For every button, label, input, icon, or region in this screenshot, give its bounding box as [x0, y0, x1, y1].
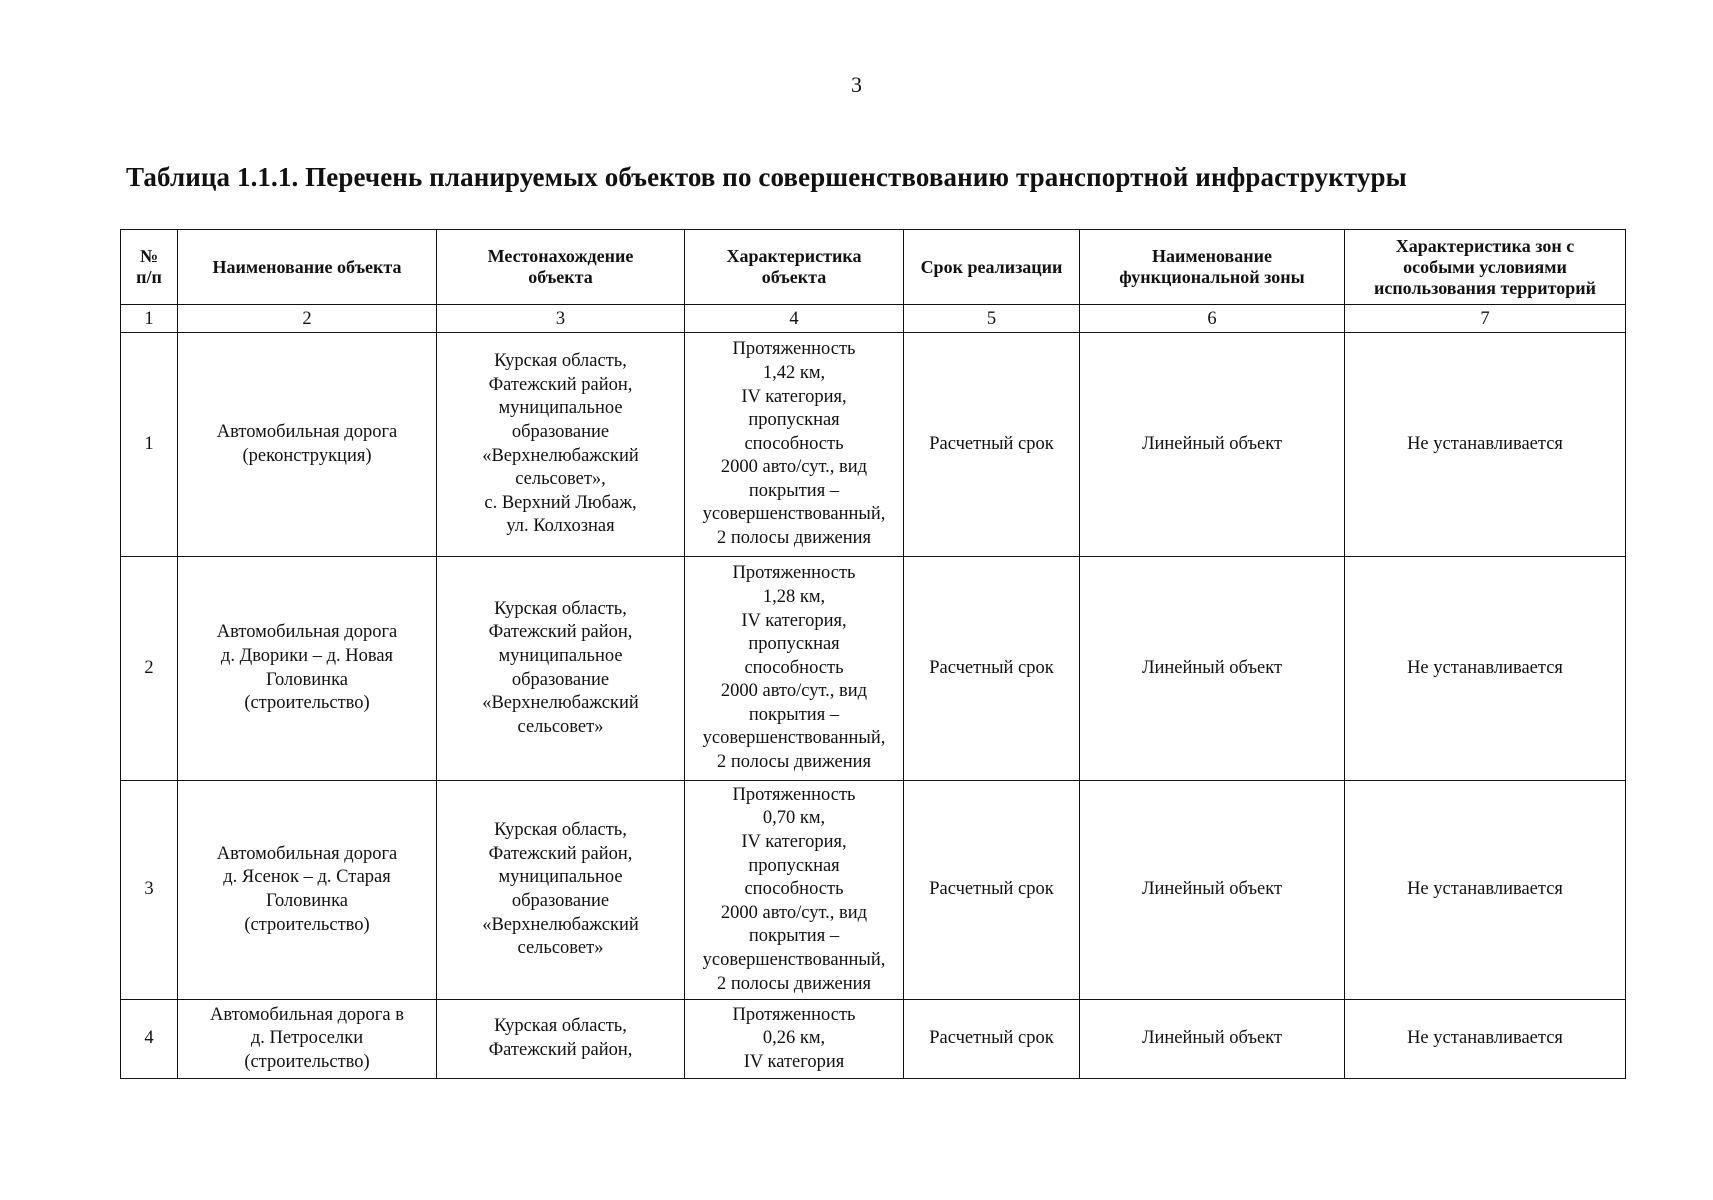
cell-line: Наименование объекта — [212, 256, 402, 277]
cell-line: образование — [511, 669, 610, 690]
objects-table — [120, 229, 1626, 1079]
cell-line: IV категория, — [741, 610, 847, 631]
cell-line: 0,70 км, — [762, 808, 826, 829]
implementation-term: Расчетный срок — [904, 781, 1080, 1000]
header-cell — [685, 230, 904, 305]
cell-line: покрытия – — [748, 704, 840, 725]
cell-line: Протяженность — [732, 339, 856, 360]
cell-line: Характеристика зон с — [1395, 235, 1575, 256]
column-number: 7 — [1345, 305, 1626, 333]
cell-line: (строительство) — [244, 1051, 370, 1072]
column-number: 3 — [437, 305, 685, 333]
cell-line: Фатежский район, — [488, 843, 633, 864]
table-row — [121, 1000, 1626, 1079]
object-characteristics — [685, 557, 904, 781]
header-cell — [178, 230, 437, 305]
cell-line: (реконструкция) — [242, 445, 372, 466]
cell-line: объекта — [761, 267, 827, 287]
cell-line: способность — [744, 433, 844, 454]
cell-line: д. Петроселки — [250, 1028, 364, 1049]
table-title: Таблица 1.1.1. Перечень планируемых объектов по совершенствованию транспортной инфраструктуры — [126, 162, 1407, 192]
cell-line: Наименование — [1152, 246, 1272, 266]
cell-line: № — [139, 246, 159, 266]
cell-line: IV категория, — [741, 386, 847, 407]
row-number: 2 — [121, 557, 178, 781]
cell-line: особыми условиями — [1403, 256, 1567, 277]
cell-line: пропускная — [748, 410, 840, 431]
cell-line: усовершенствованный, — [702, 504, 886, 525]
cell-line: 0,26 км, — [762, 1028, 826, 1049]
column-number: 4 — [685, 305, 904, 333]
table-row — [121, 333, 1626, 557]
cell-line: 1,28 км, — [762, 586, 826, 607]
functional-zone: Линейный объект — [1080, 1000, 1345, 1079]
cell-line: «Верхнелюбажский — [482, 445, 639, 466]
cell-line: Протяженность — [732, 784, 856, 805]
header-cell — [121, 230, 178, 305]
cell-line: Фатежский район, — [488, 374, 633, 395]
object-location — [437, 781, 685, 1000]
cell-line: с. Верхний Любаж, — [484, 492, 637, 513]
cell-line: муниципальное — [498, 867, 623, 888]
table-row — [121, 781, 1626, 1000]
cell-line: Протяженность — [732, 1004, 856, 1025]
implementation-term: Расчетный срок — [904, 1000, 1080, 1079]
cell-line: Автомобильная дорога — [216, 622, 398, 643]
cell-line: усовершенствованный, — [702, 728, 886, 749]
object-characteristics — [685, 1000, 904, 1079]
cell-line: использования территорий — [1373, 277, 1597, 298]
functional-zone: Линейный объект — [1080, 781, 1345, 1000]
cell-line: муниципальное — [498, 398, 623, 419]
cell-line: 2000 авто/сут., вид — [720, 902, 868, 923]
column-number: 1 — [121, 305, 178, 333]
cell-line: Курская область, — [494, 820, 627, 841]
cell-line: способность — [744, 879, 844, 900]
cell-line: Автомобильная дорога — [216, 421, 398, 442]
object-location — [437, 557, 685, 781]
cell-line: «Верхнелюбажский — [482, 914, 639, 935]
object-name — [178, 557, 437, 781]
cell-line: IV категория — [743, 1051, 845, 1072]
cell-line: Курская область, — [494, 1016, 627, 1037]
cell-line: объекта — [528, 267, 593, 287]
functional-zone: Линейный объект — [1080, 557, 1345, 781]
cell-line: п/п — [136, 267, 162, 287]
object-location — [437, 333, 685, 557]
cell-line: сельсовет» — [517, 716, 604, 737]
cell-line: 1,42 км, — [762, 362, 826, 383]
column-number: 5 — [904, 305, 1080, 333]
object-name — [178, 781, 437, 1000]
cell-line: пропускная — [748, 855, 840, 876]
cell-line: 2 полосы движения — [716, 752, 872, 773]
column-number-row — [121, 305, 1626, 333]
functional-zone: Линейный объект — [1080, 333, 1345, 557]
row-number: 1 — [121, 333, 178, 557]
special-zones: Не устанавливается — [1345, 557, 1626, 781]
special-zones: Не устанавливается — [1345, 1000, 1626, 1079]
row-number: 4 — [121, 1000, 178, 1079]
cell-line: Местонахождение — [487, 246, 634, 266]
cell-line: Характеристика — [726, 246, 862, 266]
implementation-term: Расчетный срок — [904, 557, 1080, 781]
cell-line: усовершенствованный, — [702, 949, 886, 970]
cell-line: Курская область, — [494, 351, 627, 372]
cell-line: Автомобильная дорога — [216, 843, 398, 864]
special-zones: Не устанавливается — [1345, 333, 1626, 557]
cell-line: Протяженность — [732, 563, 856, 584]
cell-line: функциональной зоны — [1119, 267, 1305, 287]
header-cell — [1080, 230, 1345, 305]
object-characteristics — [685, 781, 904, 1000]
cell-line: Фатежский район, — [488, 1040, 633, 1060]
cell-line: 2000 авто/сут., вид — [720, 681, 868, 702]
column-number: 2 — [178, 305, 437, 333]
header-cell — [1345, 230, 1626, 305]
cell-line: 2 полосы движения — [716, 528, 872, 549]
column-number: 6 — [1080, 305, 1345, 333]
cell-line: Фатежский район, — [488, 622, 633, 643]
cell-line: IV категория, — [741, 832, 847, 853]
cell-line: способность — [744, 657, 844, 678]
cell-line: д. Ясенок – д. Старая — [223, 867, 391, 888]
cell-line: д. Дворики – д. Новая — [220, 645, 394, 666]
cell-line: образование — [511, 891, 610, 911]
cell-line: пропускная — [748, 634, 840, 655]
cell-line: (строительство) — [244, 914, 370, 935]
object-location — [437, 1000, 685, 1079]
cell-line: Срок реализации — [920, 256, 1063, 277]
implementation-term: Расчетный срок — [904, 333, 1080, 557]
cell-line: сельсовет», — [515, 469, 606, 490]
object-name — [178, 1000, 437, 1079]
cell-line: (строительство) — [244, 693, 370, 714]
cell-line: муниципальное — [498, 645, 623, 666]
header-row — [121, 230, 1626, 305]
cell-line: сельсовет» — [517, 938, 604, 959]
cell-line: 2 полосы движения — [716, 973, 872, 994]
cell-line: Головинка — [265, 891, 348, 911]
page-number: 3 — [851, 72, 862, 97]
cell-line: ул. Колхозная — [506, 516, 615, 537]
cell-line: покрытия – — [748, 926, 840, 947]
cell-line: Головинка — [265, 669, 348, 690]
header-cell — [437, 230, 685, 305]
special-zones: Не устанавливается — [1345, 781, 1626, 1000]
cell-line: Курская область, — [494, 598, 627, 619]
cell-line: Автомобильная дорога в — [210, 1004, 404, 1025]
cell-line: «Верхнелюбажский — [482, 693, 639, 714]
cell-line: 2000 авто/сут., вид — [720, 457, 868, 478]
table-row — [121, 557, 1626, 781]
cell-line: образование — [511, 421, 610, 442]
row-number: 3 — [121, 781, 178, 1000]
cell-line: покрытия – — [748, 480, 840, 501]
object-name — [178, 333, 437, 557]
header-cell — [904, 230, 1080, 305]
object-characteristics — [685, 333, 904, 557]
